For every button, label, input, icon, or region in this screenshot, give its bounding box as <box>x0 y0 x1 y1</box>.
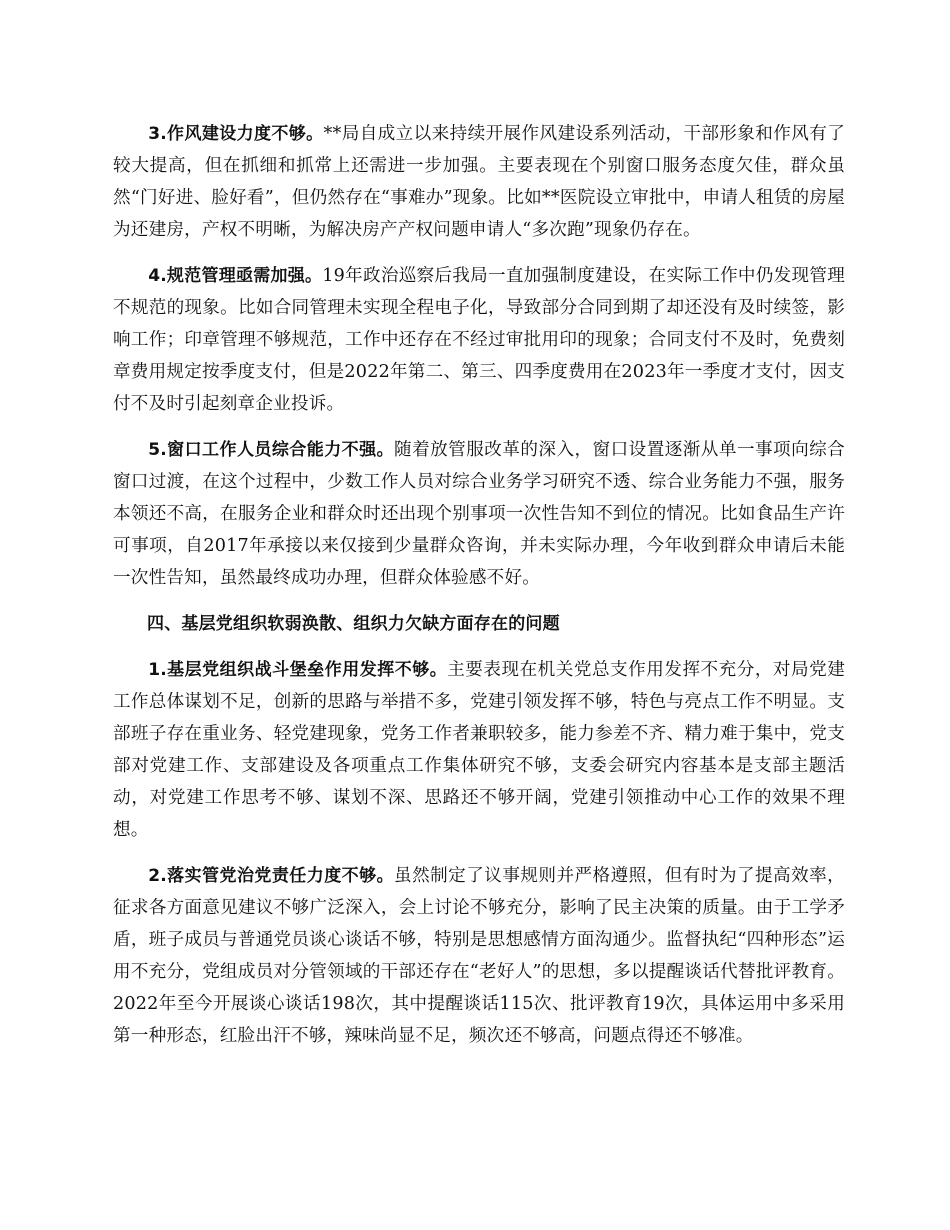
paragraph-body: 19年政治巡察后我局一直加强制度建设，在实际工作中仍发现管理不规范的现象。比如合同管理未实现全程电子化，导致部分合同到期了却还没有及时续签，影响工作；印章管理不够规范，工作中还存在不经过审批用印的现象；合同支付不及时，免费刻章费用规定按季度支付，但是2022年第二、第三、四季度费用在2023年一季度才支付，因支付不及时引起刻章企业投诉。 <box>113 266 845 414</box>
paragraph-lead: 2.落实管党治党责任力度不够。 <box>148 866 395 886</box>
paragraph-body: 虽然制定了议事规则并严格遵照，但有时为了提高效率，征求各方面意见建议不够广泛深入，会上讨论不够充分，影响了民主决策的质量。由于工学矛盾，班子成员与普通党员谈心谈话不够，特别是思想感情方面沟通少。监督执纪“四种形态”运用不充分，党组成员对分管领域的干部还存在“老好人”的思想，多以提醒谈话代替批评教育。2022年至今开展谈心谈话198次，其中提醒谈话115次、批评教育19次，具体运用中多采用第一种形态，红脸出汗不够，辣味尚显不足，频次还不够高，问题点得还不够准。 <box>113 866 845 1046</box>
paragraph-body: **局自成立以来持续开展作风建设系列活动，干部形象和作风有了较大提高，但在抓细和抓常上还需进一步加强。主要表现在个别窗口服务态度欠佳，群众虽然“门好进、脸好看”，但仍然存在“事难办”现象。比如**医院设立审批中，申请人租赁的房屋为还建房，产权不明晰，为解决房产产权问题申请人“多次跑”现象仍存在。 <box>113 124 845 240</box>
paragraph-window-staff <box>113 434 845 594</box>
paragraph-style-building <box>113 118 845 246</box>
paragraph-grassroots-fortress <box>113 654 845 846</box>
paragraph-standard-management <box>113 260 845 420</box>
paragraph-body: 随着放管服改革的深入，窗口设置逐渐从单一事项向综合窗口过渡，在这个过程中，少数工作人员对综合业务学习研究不透、综合业务能力不强，服务本领还不高，在服务企业和群众时还出现个别事项一次性告知不到位的情况。比如食品生产许可事项，自2017年承接以来仅接到少量群众咨询，并未实际办理，今年收到群众申请后未能一次性告知，虽然最终成功办理，但群众体验感不好。 <box>113 440 845 588</box>
paragraph-lead: 4.规范管理亟需加强。 <box>148 266 323 286</box>
paragraph-party-responsibility <box>113 860 845 1052</box>
section-heading: 四、基层党组织软弱涣散、组织力欠缺方面存在的问题 <box>147 614 560 634</box>
paragraph-lead: 1.基层党组织战斗堡垒作用发挥不够。 <box>148 660 448 680</box>
paragraph-lead: 3.作风建设力度不够。 <box>148 124 324 144</box>
paragraph-lead: 5.窗口工作人员综合能力不强。 <box>148 440 395 460</box>
document-page <box>113 118 845 1066</box>
paragraph-body: 主要表现在机关党总支作用发挥不充分，对局党建工作总体谋划不足，创新的思路与举措不多，党建引领发挥不够，特色与亮点工作不明显。支部班子存在重业务、轻党建现象，党务工作者兼职较多，能力参差不齐、精力难于集中，党支部对党建工作、支部建设及各项重点工作集体研究不够，支委会研究内容基本是支部主题活动，对党建工作思考不够、谋划不深、思路还不够开阔，党建引领推动中心工作的效果不理想。 <box>113 660 845 840</box>
